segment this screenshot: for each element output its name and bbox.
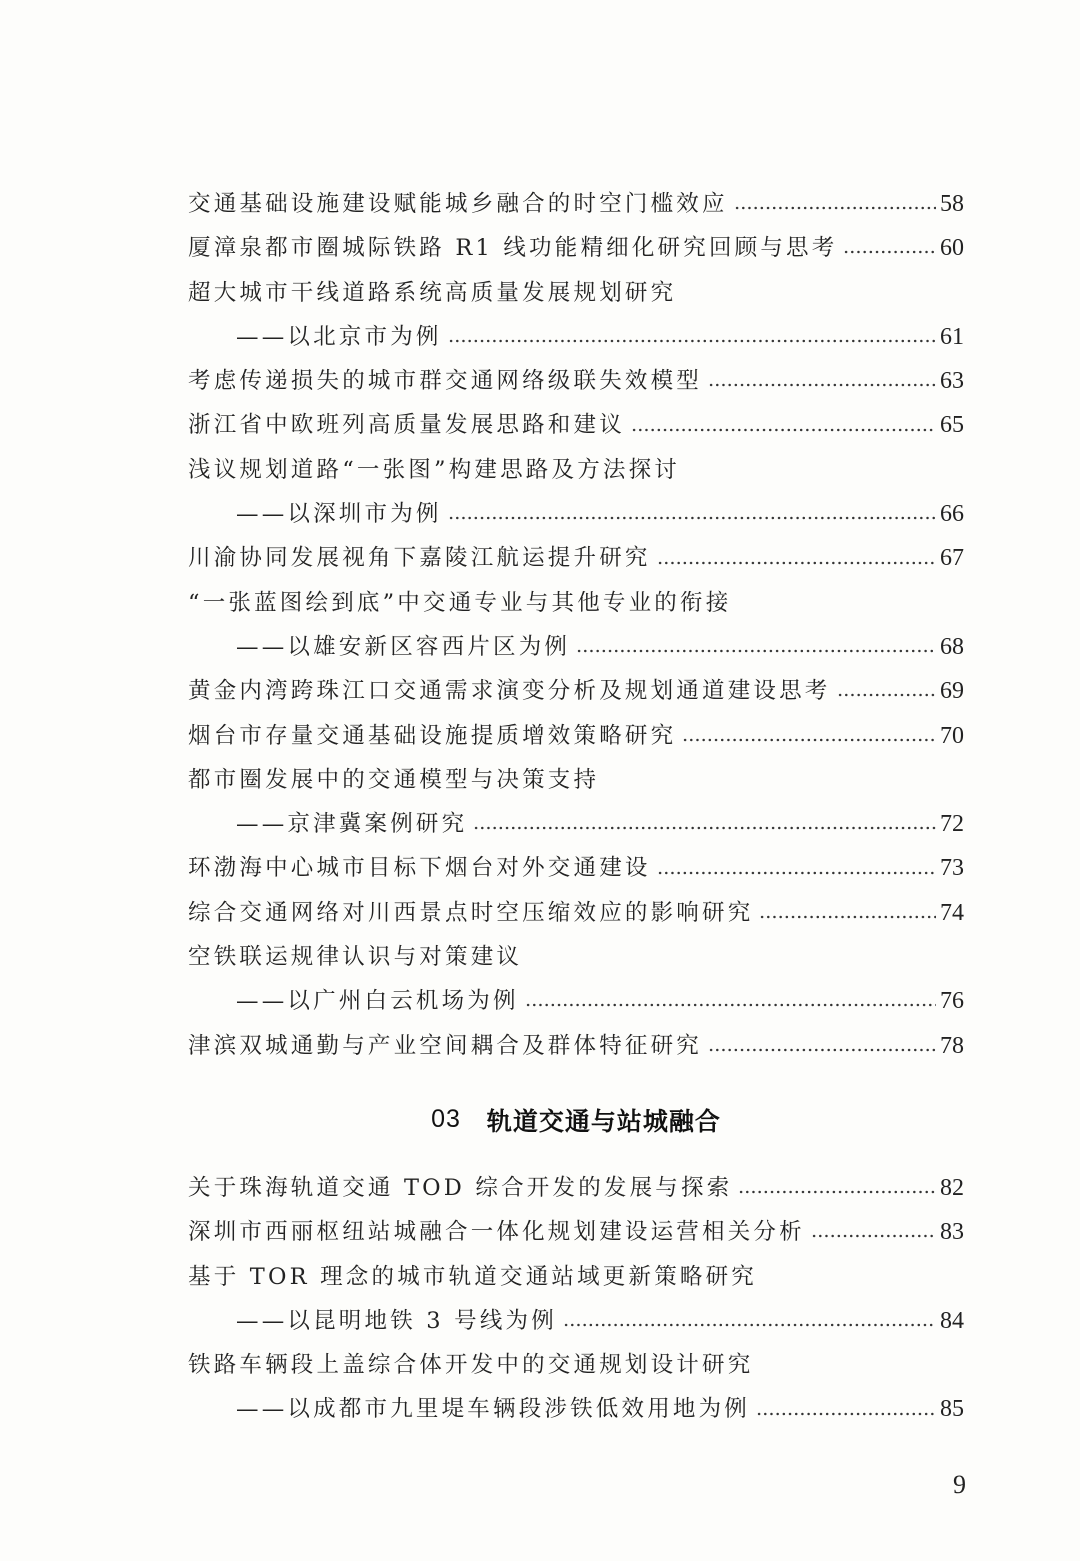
toc-entry-title: 浙江省中欧班列高质量发展思路和建议 [188,412,625,439]
toc-entry-page: 85 [940,1396,964,1423]
toc-entry-page: 84 [940,1307,964,1334]
dot-leader [734,205,936,211]
section-heading [188,1076,964,1164]
toc-entry-page: 68 [940,633,964,660]
toc-subtitle-row[interactable] [188,802,964,846]
dot-leader [843,249,936,255]
toc-entry[interactable] [188,891,964,935]
toc-subtitle-row[interactable] [188,1299,964,1343]
toc-entry[interactable] [188,1343,964,1387]
toc-entry-title: 深圳市西丽枢纽站城融合一体化规划建设运营相关分析 [188,1219,805,1246]
dot-leader [473,825,936,831]
dot-leader [837,692,936,698]
dot-leader [759,914,936,920]
table-of-contents [188,182,964,1432]
toc-entry-title: 关于珠海轨道交通 TOD 综合开发的发展与探索 [188,1174,733,1201]
toc-entry[interactable] [188,359,964,403]
dot-leader [708,382,936,388]
toc-subtitle-row[interactable] [188,979,964,1023]
toc-entry-title: ——以昆明地铁 3 号线为例 [236,1307,557,1334]
section-number: 03 [431,1105,461,1134]
toc-entry-title: 都市圈发展中的交通模型与决策支持 [188,766,600,793]
dot-leader [657,560,936,566]
toc-entry-page: 83 [940,1219,964,1246]
toc-entry[interactable] [188,226,964,270]
toc-entry-page: 74 [940,899,964,926]
toc-entry-page: 76 [940,988,964,1015]
dot-leader [756,1411,936,1417]
toc-entry-title: “一张蓝图绘到底”中交通专业与其他专业的衔接 [188,589,732,616]
toc-entry[interactable] [188,536,964,580]
toc-entry-page: 65 [940,412,964,439]
toc-entry-title: ——以北京市为例 [236,323,442,350]
toc-entry[interactable] [188,1024,964,1068]
toc-entry[interactable] [188,271,964,315]
toc-entry-title: 黄金内湾跨珠江口交通需求演变分析及规划通道建设思考 [188,678,831,705]
toc-entry-title: 综合交通网络对川西景点时空压缩效应的影响研究 [188,899,754,926]
toc-entry-page: 60 [940,235,964,262]
toc-entry-title: 基于 TOR 理念的城市轨道交通站域更新策略研究 [188,1263,757,1290]
toc-entry[interactable] [188,448,964,492]
toc-entry-page: 70 [940,722,964,749]
toc-entry[interactable] [188,846,964,890]
toc-subtitle-row[interactable] [188,625,964,669]
toc-entry[interactable] [188,758,964,802]
toc-entry[interactable] [188,403,964,447]
toc-entry-title: 交通基础设施建设赋能城乡融合的时空门槛效应 [188,191,728,217]
toc-entry-page: 67 [940,545,964,572]
toc-subtitle-row[interactable] [188,492,964,536]
toc-entry-page: 72 [940,811,964,838]
toc-entry-title: ——以深圳市为例 [236,501,442,528]
toc-entry[interactable] [188,1166,964,1210]
toc-entry-title: ——以成都市九里堤车辆段涉铁低效用地为例 [236,1396,751,1423]
toc-entry-page: 63 [940,368,964,395]
page-number: 9 [953,1470,966,1499]
toc-entry-title: ——以雄安新区容西片区为例 [236,633,571,660]
dot-leader [448,338,936,344]
toc-entry-page: 69 [940,678,964,705]
toc-entry-title: ——以广州白云机场为例 [236,988,519,1015]
toc-entry-title: 津滨双城通勤与产业空间耦合及群体特征研究 [188,1032,703,1059]
dot-leader [576,648,936,654]
toc-entry-title: 浅议规划道路“一张图”构建思路及方法探讨 [188,456,681,483]
dot-leader [631,427,936,433]
dot-leader [682,737,936,743]
toc-subtitle-row[interactable] [188,315,964,359]
toc-list-a [188,182,964,1068]
toc-entry-page: 78 [940,1032,964,1059]
dot-leader [657,870,936,876]
toc-entry[interactable] [188,935,964,979]
toc-entry-page: 66 [940,501,964,528]
dot-leader [738,1189,936,1195]
toc-entry[interactable] [188,581,964,625]
toc-entry-page: 61 [940,323,964,350]
toc-entry-title: 空铁联运规律认识与对策建议 [188,944,523,971]
dot-leader [563,1322,936,1328]
dot-leader [811,1233,936,1239]
toc-entry[interactable] [188,669,964,713]
toc-entry[interactable] [188,1210,964,1254]
toc-subtitle-row[interactable] [188,1387,964,1431]
dot-leader [525,1002,936,1008]
toc-entry-page: 58 [940,191,964,217]
toc-entry-title: 超大城市干线道路系统高质量发展规划研究 [188,279,677,306]
toc-entry-page: 73 [940,855,964,882]
toc-entry-title: 川渝协同发展视角下嘉陵江航运提升研究 [188,545,651,572]
toc-entry-title: 考虑传递损失的城市群交通网络级联失效模型 [188,368,703,395]
dot-leader [708,1047,936,1053]
toc-entry-title: 烟台市存量交通基础设施提质增效策略研究 [188,722,677,749]
toc-list-b [188,1166,964,1432]
toc-entry[interactable] [188,182,964,226]
section-title: 轨道交通与站城融合 [486,1107,721,1136]
toc-entry-title: 厦漳泉都市圈城际铁路 R1 线功能精细化研究回顾与思考 [188,235,838,262]
toc-entry-title: 环渤海中心城市目标下烟台对外交通建设 [188,855,651,882]
toc-entry-page: 82 [940,1174,964,1201]
toc-entry-title: 铁路车辆段上盖综合体开发中的交通规划设计研究 [188,1352,754,1379]
toc-entry-title: ——京津冀案例研究 [236,811,468,838]
toc-entry[interactable] [188,714,964,758]
dot-leader [448,515,936,521]
toc-entry[interactable] [188,1255,964,1299]
